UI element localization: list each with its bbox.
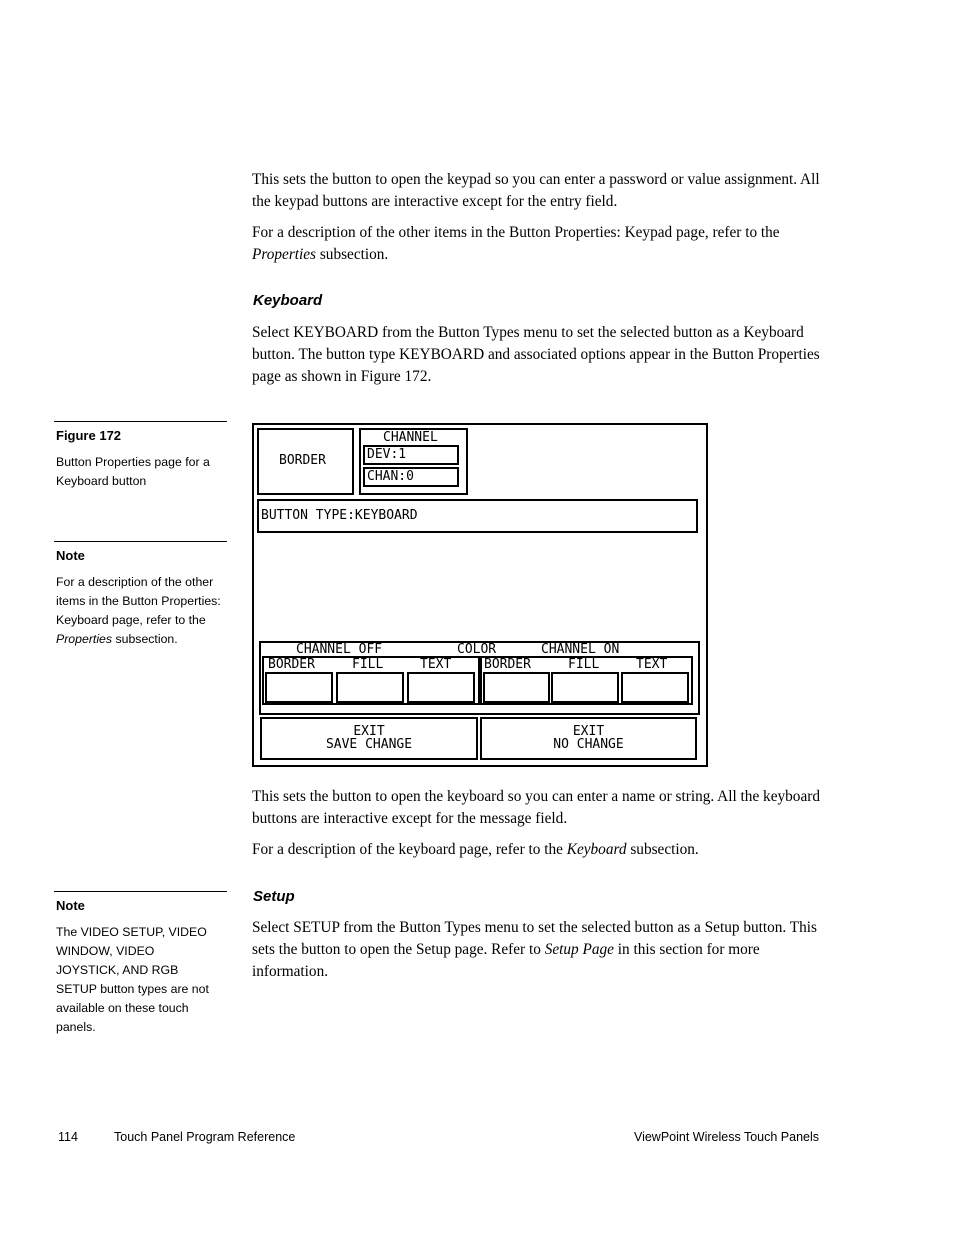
- label: CHANNEL ON: [541, 642, 620, 657]
- border-color-swatch[interactable]: [265, 672, 333, 703]
- label: COLOR: [457, 642, 497, 657]
- heading-setup: Setup: [253, 888, 295, 905]
- divider: [54, 541, 227, 542]
- exit-save-change-button[interactable]: [260, 717, 478, 760]
- value: BUTTON TYPE:KEYBOARD: [261, 508, 418, 523]
- label: TEXT: [636, 657, 668, 672]
- channel-on-colors: [480, 656, 693, 705]
- border-color-swatch[interactable]: [483, 672, 550, 703]
- paragraph: [252, 917, 817, 983]
- color-group: [259, 641, 700, 715]
- note-title: Note: [56, 898, 85, 913]
- figure-title: Figure 172: [56, 428, 122, 443]
- figure-caption: [56, 426, 226, 491]
- note-text: [56, 573, 226, 649]
- text: subsection.: [112, 632, 178, 646]
- chan-field[interactable]: [363, 467, 459, 487]
- fill-color-swatch[interactable]: [336, 672, 404, 703]
- heading-keyboard: Keyboard: [253, 292, 323, 309]
- page-number: 114: [58, 1130, 78, 1144]
- fill-color-swatch[interactable]: [551, 672, 619, 703]
- divider: [54, 891, 227, 892]
- border-button[interactable]: [257, 428, 354, 495]
- text-color-swatch[interactable]: [621, 672, 689, 703]
- text: For a description of the keyboard page, refer to the: [252, 841, 567, 858]
- note: [56, 896, 216, 1037]
- value: CHAN:0: [367, 469, 414, 484]
- note-title: Note: [56, 548, 85, 563]
- dev-field[interactable]: [363, 445, 459, 465]
- caption-text: Button Properties page for a Keyboard button: [56, 455, 210, 488]
- text-italic: Keyboard: [566, 841, 627, 858]
- note-text: The VIDEO SETUP, VIDEO WINDOW, VIDEO JOYSTICK, AND RGB SETUP button types are not available on these touch panels.: [56, 925, 209, 1034]
- paragraph: [252, 839, 822, 861]
- paragraph: This sets the button to open the keyboard so you can enter a name or string. All the keyboard buttons are interactive except for the message field.: [252, 788, 820, 827]
- footer-right: ViewPoint Wireless Touch Panels: [633, 1130, 819, 1144]
- value: DEV:1: [367, 447, 407, 462]
- text: subsection.: [316, 246, 389, 263]
- footer-left: Touch Panel Program Reference: [114, 1130, 296, 1144]
- note: [56, 546, 226, 649]
- text: subsection.: [626, 841, 699, 858]
- text-italic: Properties: [56, 632, 113, 646]
- label: CHANNEL OFF: [296, 642, 383, 657]
- button-properties-figure: [252, 423, 708, 767]
- label: BORDER: [484, 657, 531, 672]
- text: in this section for more information.: [252, 941, 760, 980]
- label: BORDER: [268, 657, 315, 672]
- channel-off-colors: [262, 656, 480, 705]
- text-color-swatch[interactable]: [407, 672, 475, 703]
- label: EXIT SAVE CHANGE: [325, 724, 413, 752]
- label: BORDER: [279, 453, 326, 468]
- text-italic: Setup Page: [544, 941, 614, 958]
- button-type-field[interactable]: [257, 499, 698, 533]
- paragraph: This sets the button to open the keypad so you can enter a password or value assignment. All the keypad buttons are interactive except for the entry field.: [252, 171, 820, 210]
- label: FILL: [568, 657, 600, 672]
- label: EXIT NO CHANGE: [553, 724, 624, 752]
- label: CHANNEL: [383, 430, 438, 445]
- text: Select SETUP from the Button Types menu to set the selected button as a Setup button. This sets the button to open the Setup page. Refer to: [252, 919, 817, 958]
- label: TEXT: [420, 657, 452, 672]
- text-italic: Properties: [252, 246, 317, 263]
- text: For a description of the other items in the Button Properties: Keypad page, refer to the: [252, 224, 780, 241]
- label: FILL: [352, 657, 384, 672]
- exit-no-change-button[interactable]: [480, 717, 697, 760]
- divider: [54, 421, 227, 422]
- text: For a description of the other items in the Button Properties: Keyboard page, refer to the: [56, 575, 221, 627]
- paragraph: [252, 222, 822, 266]
- paragraph: Select KEYBOARD from the Button Types menu to set the selected button as a Keyboard button. The button type KEYBOARD and associated options appear in the Button Properties page as shown in Figure 172.: [252, 324, 820, 385]
- channel-group: [359, 428, 468, 495]
